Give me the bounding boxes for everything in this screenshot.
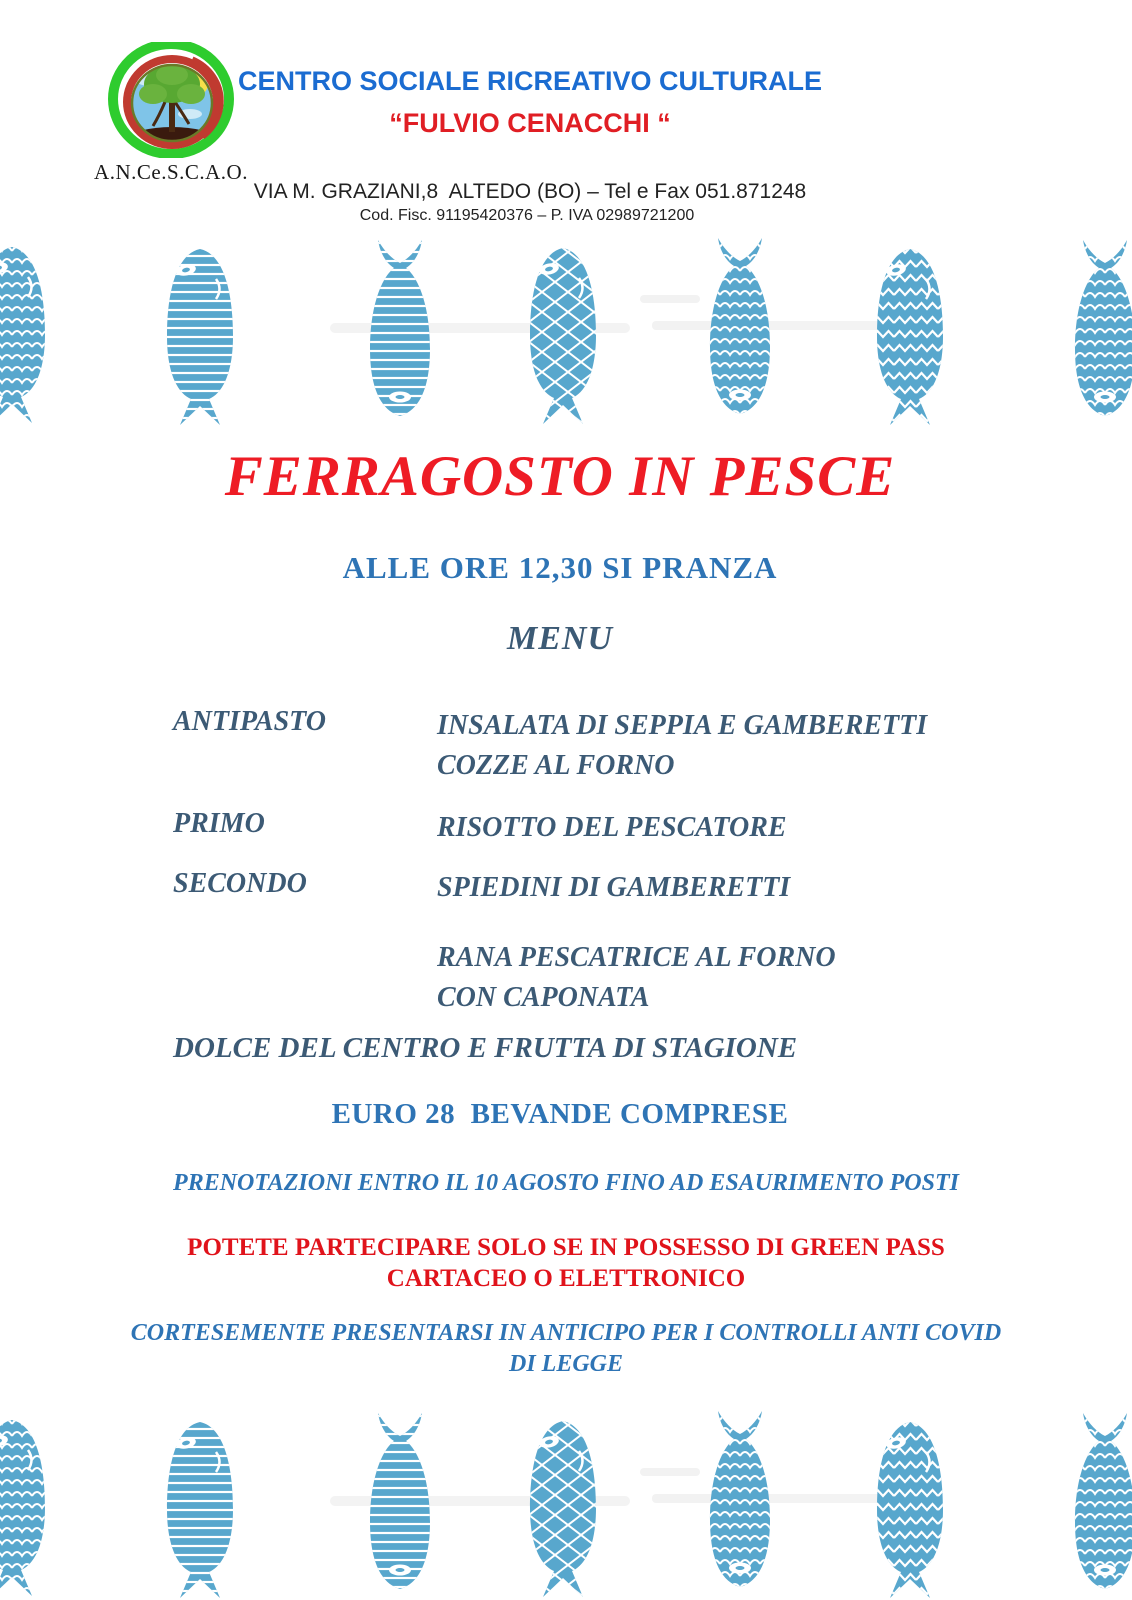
dish-line: INSALATA DI SEPPIA E GAMBERETTI <box>437 710 928 741</box>
dish-line: CON CAPONATA <box>437 982 650 1013</box>
greenpass-line-2: CARTACEO O ELETTRONICO <box>386 1265 746 1292</box>
covid-line-1: CORTESEMENTE PRESENTARSI IN ANTICIPO PER I CONTROLLI ANTI COVID <box>130 1320 1002 1346</box>
covid-line-2: DI LEGGE <box>508 1351 623 1377</box>
course-label: PRIMO <box>173 808 265 839</box>
event-title: FERRAGOSTO IN PESCE <box>224 445 896 508</box>
fish-band-top-icon <box>0 235 1132 425</box>
menu-heading: MENU <box>506 620 614 657</box>
dessert-line: DOLCE DEL CENTRO E FRUTTA DI STAGIONE <box>173 1032 798 1064</box>
fiscal-line: Cod. Fisc. 91195420376 – P. IVA 02989721200 <box>359 207 695 224</box>
course-label: SECONDO <box>173 868 307 899</box>
org-name: CENTRO SOCIALE RICREATIVO CULTURALE <box>238 66 822 96</box>
course-label <box>173 938 437 1018</box>
fish-band-bottom-icon <box>0 1408 1132 1598</box>
greenpass-line-1: POTETE PARTECIPARE SOLO SE IN POSSESSO DI GREEN PASS <box>187 1234 945 1261</box>
covid-notice <box>0 1318 1132 1380</box>
menu-row-secondo <box>173 868 1093 908</box>
dish-line: RANA PESCATRICE AL FORNO <box>437 942 836 973</box>
booking-line: PRENOTAZIONI ENTRO IL 10 AGOSTO FINO AD ESAURIMENTO POSTI <box>173 1170 959 1196</box>
address-line: VIA M. GRAZIANI,8 ALTEDO (BO) – Tel e Fax 051.871248 <box>253 180 807 203</box>
org-subname: “FULVIO CENACCHI “ <box>389 108 671 138</box>
menu-row-primo <box>173 808 1093 848</box>
price-line: EURO 28 BEVANDE COMPRESE <box>331 1098 789 1130</box>
menu-row-antipasto <box>173 706 1093 786</box>
logo-caption: A.N.Ce.S.C.A.O. <box>94 160 248 184</box>
dish-line: RISOTTO DEL PESCATORE <box>437 812 787 843</box>
menu-row-secondo-continued <box>173 938 1093 1018</box>
dish-line: SPIEDINI DI GAMBERETTI <box>437 872 791 903</box>
time-line: ALLE ORE 12,30 SI PRANZA <box>342 550 778 585</box>
ancescao-logo-icon <box>95 42 247 158</box>
course-label: ANTIPASTO <box>173 706 326 737</box>
greenpass-notice <box>0 1232 1132 1294</box>
dish-line: COZZE AL FORNO <box>437 750 675 781</box>
